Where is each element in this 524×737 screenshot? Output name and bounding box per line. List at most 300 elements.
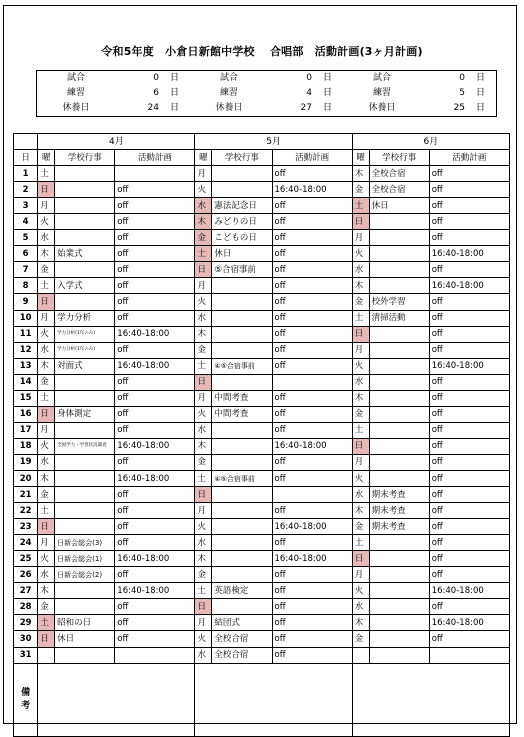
plan-cell: off: [272, 583, 352, 599]
event-cell: [212, 487, 272, 503]
weekday-cell: 金: [38, 374, 55, 390]
plan-cell: off: [272, 535, 352, 551]
plan-cell: 16:40-18:00: [115, 438, 195, 454]
calendar-row: [14, 583, 510, 599]
remarks-cell[interactable]: [38, 663, 195, 736]
plan-cell: off: [115, 487, 195, 503]
plan-cell: off: [115, 214, 195, 230]
summary-label: 試合: [372, 73, 391, 83]
summary-row: [190, 101, 343, 116]
calendar-row: [14, 470, 510, 486]
summary-value: 0: [306, 73, 312, 83]
plan-cell: off: [429, 487, 509, 503]
page-title: 令和5年度 小倉日新館中学校 合唱部 活動計画(3ヶ月計画): [101, 45, 423, 58]
day-number: 23: [14, 519, 38, 535]
day-number: 26: [14, 567, 38, 583]
event-cell: [212, 182, 272, 198]
plan-cell: off: [272, 214, 352, 230]
event-cell: [369, 438, 429, 454]
plan-cell: off: [429, 198, 509, 214]
event-cell: 中間考査: [212, 390, 272, 406]
plan-header: 活動計画: [115, 150, 195, 166]
event-cell: [212, 310, 272, 326]
calendar-row: [14, 647, 510, 663]
plan-cell: off: [429, 230, 509, 246]
plan-cell: off: [429, 374, 509, 390]
day-number: 16: [14, 406, 38, 422]
weekday-cell: 金: [195, 567, 212, 583]
weekday-cell: 土: [38, 166, 55, 182]
weekday-cell: 金: [352, 631, 369, 647]
day-number: 14: [14, 374, 38, 390]
event-cell: [55, 182, 115, 198]
day-number: 31: [14, 647, 38, 663]
event-cell: [369, 567, 429, 583]
day-number: 3: [14, 198, 38, 214]
weekday-cell: 水: [195, 647, 212, 663]
plan-cell: off: [272, 631, 352, 647]
plan-cell: off: [272, 615, 352, 631]
event-cell: ④⑤合宿事前: [212, 358, 272, 374]
day-number: 8: [14, 278, 38, 294]
event-cell: [369, 214, 429, 230]
remarks-row: [14, 663, 510, 736]
weekday-cell: 木: [195, 551, 212, 567]
event-cell: 校外学習: [369, 294, 429, 310]
event-cell: [369, 551, 429, 567]
weekday-cell: 金: [38, 487, 55, 503]
calendar-row: [14, 294, 510, 310]
weekday-cell: 火: [352, 470, 369, 486]
summary-unit: 日: [322, 73, 332, 83]
event-cell: [212, 278, 272, 294]
summary-unit: 日: [322, 103, 332, 113]
weekday-cell: 日: [352, 214, 369, 230]
event-cell: [55, 374, 115, 390]
plan-header: 活動計画: [272, 150, 352, 166]
event-cell: [369, 390, 429, 406]
summary-unit: 日: [169, 73, 179, 83]
calendar-row: [14, 631, 510, 647]
day-number: 20: [14, 470, 38, 486]
calendar-row: [14, 535, 510, 551]
remarks-label: [14, 663, 38, 736]
plan-cell: off: [272, 567, 352, 583]
weekday-cell: 火: [195, 182, 212, 198]
plan-cell: [272, 374, 352, 390]
calendar-row: [14, 438, 510, 454]
calendar-row: [14, 599, 510, 615]
plan-cell: off: [115, 310, 195, 326]
weekday-cell: 金: [38, 262, 55, 278]
day-number: 2: [14, 182, 38, 198]
event-cell: [369, 454, 429, 470]
weekday-cell: 金: [352, 519, 369, 535]
weekday-cell: 日: [352, 438, 369, 454]
day-number: 12: [14, 342, 38, 358]
weekday-cell: 金: [195, 230, 212, 246]
weekday-cell: 日: [195, 374, 212, 390]
event-cell: こどもの日: [212, 230, 272, 246]
plan-cell: off: [272, 310, 352, 326]
summary-unit: 日: [169, 103, 179, 113]
weekday-cell: 月: [195, 615, 212, 631]
plan-cell: 16:40-18:00: [115, 583, 195, 599]
event-cell: [369, 246, 429, 262]
weekday-cell: 月: [195, 390, 212, 406]
weekday-cell: 月: [352, 567, 369, 583]
plan-cell: off: [115, 198, 195, 214]
weekday-cell: 金: [195, 342, 212, 358]
plan-cell: 16:40-18:00: [429, 615, 509, 631]
remarks-cell[interactable]: [352, 663, 509, 736]
plan-cell: 16:40-18:00: [429, 358, 509, 374]
calendar-row: [14, 182, 510, 198]
plan-cell: off: [115, 454, 195, 470]
day-number: 22: [14, 503, 38, 519]
plan-cell: off: [429, 470, 509, 486]
event-cell: [55, 583, 115, 599]
summary-row: [343, 71, 496, 86]
plan-cell: 16:40-18:00: [115, 326, 195, 342]
weekday-cell: 土: [195, 470, 212, 486]
plan-cell: off: [429, 567, 509, 583]
weekday-cell: 月: [38, 310, 55, 326]
summary-unit: 日: [475, 73, 485, 83]
plan-cell: 16:40-18:00: [429, 246, 509, 262]
event-cell: ④⑤合宿事前: [212, 470, 272, 486]
weekday-cell: 土: [38, 278, 55, 294]
summary-row: [343, 86, 496, 101]
weekday-cell: 日: [352, 326, 369, 342]
weekday-cell: 月: [195, 278, 212, 294]
event-cell: [55, 422, 115, 438]
event-cell: 中間考査: [212, 406, 272, 422]
weekday-cell: 日: [38, 182, 55, 198]
plan-cell: off: [115, 390, 195, 406]
plan-cell: off: [115, 567, 195, 583]
event-cell: 全校合宿: [369, 182, 429, 198]
event-cell: 対面式: [55, 358, 115, 374]
summary-row: [343, 101, 496, 116]
plan-cell: off: [115, 374, 195, 390]
plan-cell: 16:40-18:00: [115, 358, 195, 374]
weekday-cell: 水: [38, 342, 55, 358]
event-cell: 全校合宿: [369, 166, 429, 182]
event-header: 学校行事: [369, 150, 429, 166]
calendar-row: [14, 503, 510, 519]
day-number: 10: [14, 310, 38, 326]
weekday-cell: 土: [38, 503, 55, 519]
calendar-row: [14, 310, 510, 326]
column-header-row: [14, 150, 510, 166]
calendar-row: [14, 487, 510, 503]
plan-cell: [272, 487, 352, 503]
plan-cell: off: [272, 470, 352, 486]
plan-cell: off: [429, 438, 509, 454]
plan-cell: off: [115, 230, 195, 246]
plan-cell: 16:40-18:00: [272, 438, 352, 454]
event-cell: 昭和の日: [55, 615, 115, 631]
calendar-row: [14, 262, 510, 278]
weekday-cell: 月: [38, 198, 55, 214]
summary-value: 27: [300, 103, 312, 113]
day-number: 15: [14, 390, 38, 406]
calendar-row: [14, 422, 510, 438]
plan-cell: 16:40-18:00: [115, 551, 195, 567]
weekday-cell: 火: [195, 631, 212, 647]
event-cell: 全国学力・学習状況調査: [55, 438, 115, 454]
plan-cell: off: [272, 198, 352, 214]
calendar-row: [14, 454, 510, 470]
remarks-cell[interactable]: [195, 663, 352, 736]
event-cell: [369, 647, 429, 663]
event-cell: [369, 631, 429, 647]
event-cell: [212, 503, 272, 519]
weekday-cell: 水: [352, 599, 369, 615]
weekday-cell: 日: [195, 487, 212, 503]
weekday-cell: 木: [352, 503, 369, 519]
summary-label: 練習: [219, 88, 238, 98]
plan-cell: off: [272, 599, 352, 615]
summary-label: 休養日: [368, 103, 396, 113]
weekday-cell: 日: [352, 551, 369, 567]
weekday-cell: 日: [38, 294, 55, 310]
weekday-cell: 水: [195, 535, 212, 551]
calendar-row: [14, 166, 510, 182]
weekday-cell: 木: [195, 438, 212, 454]
summary-unit: 日: [169, 88, 179, 98]
calendar-row: [14, 551, 510, 567]
plan-cell: off: [272, 454, 352, 470]
summary-unit: 日: [322, 88, 332, 98]
plan-cell: off: [115, 262, 195, 278]
summary-value: 25: [453, 103, 465, 113]
event-cell: [369, 374, 429, 390]
day-number: 25: [14, 551, 38, 567]
event-cell: [55, 262, 115, 278]
plan-cell: [115, 166, 195, 182]
weekday-cell: 日: [195, 262, 212, 278]
weekday-cell: 木: [352, 390, 369, 406]
weekday-cell: 水: [352, 374, 369, 390]
day-number: 30: [14, 631, 38, 647]
plan-cell: 16:40-18:00: [429, 278, 509, 294]
plan-cell: off: [272, 246, 352, 262]
event-cell: 英語検定: [212, 583, 272, 599]
plan-cell: off: [115, 503, 195, 519]
calendar-row: [14, 342, 510, 358]
plan-cell: 16:40-18:00: [272, 182, 352, 198]
month-header-row: [14, 134, 510, 150]
day-number: 18: [14, 438, 38, 454]
weekday-cell: 火: [38, 438, 55, 454]
event-cell: 休日: [55, 631, 115, 647]
plan-cell: off: [429, 166, 509, 182]
weekday-cell: 日: [38, 631, 55, 647]
plan-cell: off: [272, 422, 352, 438]
day-number: 5: [14, 230, 38, 246]
weekday-cell: 水: [195, 310, 212, 326]
weekday-cell: 木: [38, 246, 55, 262]
day-number: 6: [14, 246, 38, 262]
plan-cell: off: [272, 294, 352, 310]
weekday-cell: 月: [352, 454, 369, 470]
plan-cell: 16:40-18:00: [115, 470, 195, 486]
event-cell: [212, 422, 272, 438]
weekday-cell: 土: [352, 198, 369, 214]
event-cell: みどりの日: [212, 214, 272, 230]
event-cell: [369, 278, 429, 294]
summary-box: [36, 70, 497, 117]
plan-cell: off: [272, 262, 352, 278]
plan-cell: off: [115, 422, 195, 438]
event-cell: 全校合宿: [212, 631, 272, 647]
plan-cell: off: [115, 599, 195, 615]
event-header: 学校行事: [212, 150, 272, 166]
weekday-cell: 木: [352, 615, 369, 631]
plan-cell: off: [115, 342, 195, 358]
summary-row: [37, 86, 190, 101]
plan-cell: off: [115, 294, 195, 310]
event-cell: [55, 166, 115, 182]
weekday-cell: 日: [195, 599, 212, 615]
day-number: 9: [14, 294, 38, 310]
summary-row: [37, 101, 190, 116]
calendar-row: [14, 198, 510, 214]
weekday-cell: 水: [352, 487, 369, 503]
event-cell: [369, 583, 429, 599]
weekday-cell: 水: [38, 454, 55, 470]
plan-cell: off: [272, 326, 352, 342]
plan-cell: off: [429, 390, 509, 406]
weekday-cell: 日: [38, 406, 55, 422]
plan-cell: off: [429, 503, 509, 519]
event-cell: 期末考査: [369, 519, 429, 535]
weekday-cell: 木: [352, 166, 369, 182]
plan-cell: off: [429, 422, 509, 438]
summary-label: 練習: [372, 88, 391, 98]
summary-label: 休養日: [62, 103, 90, 113]
event-cell: [369, 615, 429, 631]
plan-cell: off: [115, 519, 195, 535]
plan-cell: 16:40-18:00: [272, 519, 352, 535]
plan-cell: off: [429, 406, 509, 422]
event-cell: [55, 487, 115, 503]
plan-cell: [429, 647, 509, 663]
calendar-row: [14, 374, 510, 390]
plan-cell: 16:40-18:00: [429, 583, 509, 599]
weekday-cell: 火: [195, 294, 212, 310]
calendar-row: [14, 230, 510, 246]
summary-label: 試合: [219, 73, 238, 83]
weekday-cell: 金: [195, 454, 212, 470]
calendar-row: [14, 278, 510, 294]
weekday-cell: 金: [352, 294, 369, 310]
weekday-cell: [38, 647, 55, 663]
weekday-cell: 木: [38, 470, 55, 486]
summary-value: 24: [147, 103, 159, 113]
event-cell: ⑤合宿事前: [212, 262, 272, 278]
weekday-cell: 日: [38, 519, 55, 535]
plan-cell: off: [115, 535, 195, 551]
weekday-cell: 土: [38, 390, 55, 406]
summary-unit: 日: [475, 103, 485, 113]
weekday-cell: 火: [352, 358, 369, 374]
plan-cell: off: [429, 551, 509, 567]
plan-cell: off: [272, 230, 352, 246]
event-cell: [369, 470, 429, 486]
weekday-cell: 月: [38, 422, 55, 438]
plan-cell: off: [429, 262, 509, 278]
day-number: 1: [14, 166, 38, 182]
month-header-april: 4月: [38, 134, 195, 150]
plan-cell: off: [272, 503, 352, 519]
summary-value: 5: [459, 88, 465, 98]
event-cell: [369, 406, 429, 422]
event-cell: [55, 454, 115, 470]
weekday-cell: 月: [352, 230, 369, 246]
plan-cell: off: [429, 519, 509, 535]
weekday-header: 曜: [38, 150, 55, 166]
day-number: 4: [14, 214, 38, 230]
plan-cell: off: [115, 406, 195, 422]
weekday-cell: 木: [195, 214, 212, 230]
event-cell: [55, 470, 115, 486]
plan-cell: [115, 647, 195, 663]
summary-june: [343, 71, 496, 116]
event-cell: [55, 214, 115, 230]
event-cell: [212, 438, 272, 454]
plan-cell: 16:40-18:00: [272, 551, 352, 567]
plan-cell: off: [429, 454, 509, 470]
day-number: 21: [14, 487, 38, 503]
event-cell: 期末考査: [369, 503, 429, 519]
corner-cell: [14, 134, 38, 150]
plan-cell: off: [115, 246, 195, 262]
calendar-row: [14, 519, 510, 535]
summary-value: 4: [306, 88, 312, 98]
event-cell: [212, 535, 272, 551]
plan-cell: off: [429, 294, 509, 310]
event-cell: 休日: [212, 246, 272, 262]
event-cell: 学力分析(1年のみ): [55, 326, 115, 342]
summary-unit: 日: [475, 88, 485, 98]
weekday-cell: 木: [195, 326, 212, 342]
weekday-cell: 水: [195, 422, 212, 438]
event-cell: [55, 503, 115, 519]
plan-cell: off: [115, 615, 195, 631]
plan-cell: off: [272, 390, 352, 406]
event-cell: [55, 198, 115, 214]
remarks-label-text: 備考: [21, 687, 31, 711]
weekday-cell: 金: [38, 599, 55, 615]
event-cell: 日新会総会(3): [55, 535, 115, 551]
summary-row: [190, 71, 343, 86]
weekday-cell: 火: [195, 519, 212, 535]
plan-cell: off: [272, 278, 352, 294]
plan-cell: off: [429, 326, 509, 342]
calendar-table: [13, 133, 510, 737]
summary-label: 休養日: [215, 103, 243, 113]
calendar-row: [14, 246, 510, 262]
summary-label: 試合: [66, 73, 85, 83]
plan-cell: off: [429, 342, 509, 358]
event-cell: [212, 326, 272, 342]
calendar-row: [14, 615, 510, 631]
weekday-cell: 月: [195, 166, 212, 182]
calendar-row: [14, 326, 510, 342]
